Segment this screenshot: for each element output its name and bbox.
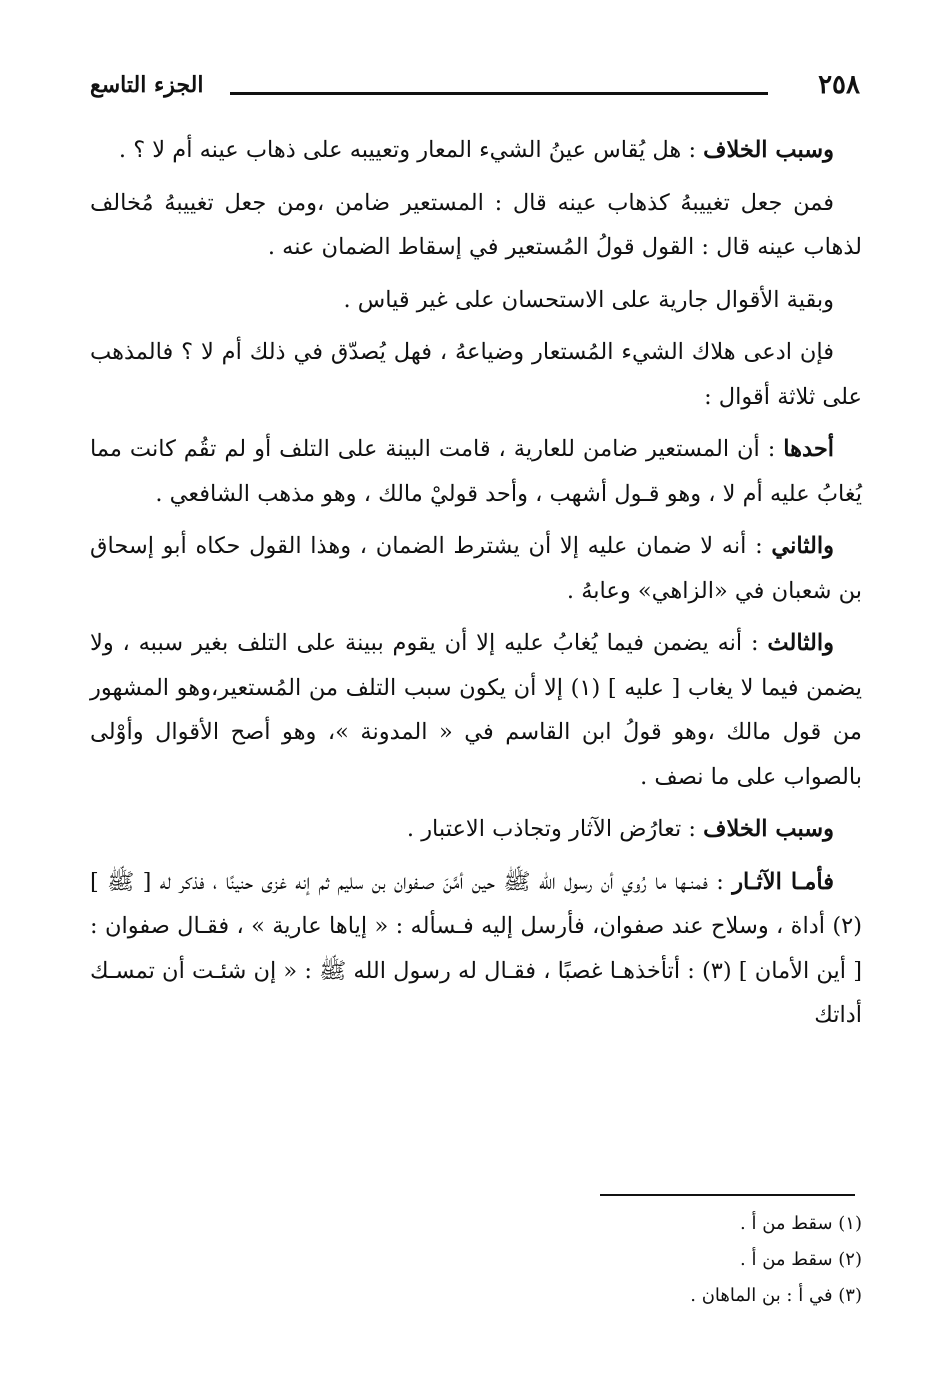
paragraph-text: : أنه يضمن فيما يُغابُ عليه إلا أن يقوم ببينة على التلف بغير سببه ، ولا يضمن فيما لا يغاب [ عليه ] (١) إلا أن يكون سبب التلف من المُستعير،وهو المشهور من قول مالك ،وهو قولُ ابن القاسم في « المدونة »، وهو أصح الأقوال وأوْلى بالصواب على ما نصف . [90, 630, 862, 790]
paragraph-text: : فمنـها ما رُوي أن رسول الله ﷺ حين أمَّنَ صـفوان بن سليم ثم إنه غزى حنينًا ، فذكر له [ ﷺ ] (٢) أداة ، وسلاح عند صفوان، فأرسل إليه فـسأله : « إياها عارية » ، فقـال صفوان :[ أين الأمان ] (٣) : أتأخذهـا غصبًا ، فقـال له رسول الله ﷺ : « إن شئـت أن تمسـك أداتك [90, 868, 862, 1028]
paragraph-text: : أن المستعير ضامن للعارية ، قامت البينة على التلف أو لم تقُم كانت مما يُغابُ عليه أم لا ، وهو قـول أشهب ، وأحد قوليْ مالك ، وهو مذهب الشافعي . [90, 436, 862, 507]
paragraph [90, 128, 862, 173]
paragraph-text: : أنه لا ضمان عليه إلا أن يشترط الضمان ، وهذا القول حكاه أبو إسحاق بن شعبان في «الزاهي» وعابهُ . [90, 533, 862, 604]
footnote: (٢) سقط من أ . [740, 1249, 862, 1270]
paragraph [90, 621, 862, 799]
paragraph-lead: فأمـا الآثـار [732, 868, 834, 895]
paragraph [90, 181, 862, 270]
page-header [90, 66, 860, 106]
paragraph-text: فإن ادعى هلاك الشيء المُستعار وضياعهُ ، فهل يُصدّق في ذلك أم لا ؟ فالمذهب على ثلاثة أقوال : [90, 339, 862, 410]
paragraph [90, 427, 862, 516]
footnote: (١) سقط من أ . [740, 1213, 862, 1234]
paragraph-text: : تعارُض الآثار وتجاذب الاعتبار . [406, 816, 704, 842]
paragraph-text: وبقية الأقوال جارية على الاستحسان على غير قياس . [343, 286, 834, 313]
paragraph-lead: والثالث [767, 630, 834, 656]
footnote: (٣) في أ : بن الماهان . [690, 1285, 862, 1306]
paragraph-lead: أحدها [783, 436, 834, 462]
header-rule [230, 92, 768, 95]
paragraph-lead: وسبب الخلاف [703, 816, 834, 842]
page-number: ٢٥٨ [818, 70, 860, 100]
paragraph [90, 278, 862, 323]
paragraph [90, 807, 862, 852]
paragraph-text: : هل يُقاس عينُ الشيء المعار وتعييبه على ذهاب عينه أم لا ؟ . [118, 137, 704, 163]
footnote-rule [600, 1194, 855, 1196]
footnotes [90, 1206, 862, 1314]
paragraph [90, 330, 862, 419]
paragraph-text: فمن جعل تغييبهُ كذهاب عينه قال : المستعير ضامن ،ومن جعل تغييبهُ مُخالف لذهاب عينه قال : القول قولُ المُستعير في إسقاط الضمان عنه . [90, 189, 862, 260]
paragraph-lead: وسبب الخلاف [703, 137, 834, 163]
paragraph [90, 524, 862, 613]
part-title: الجزء التاسع [90, 72, 204, 98]
main-text [90, 128, 862, 1046]
paragraph [90, 860, 862, 1038]
paragraph-lead: والثاني [771, 533, 834, 559]
